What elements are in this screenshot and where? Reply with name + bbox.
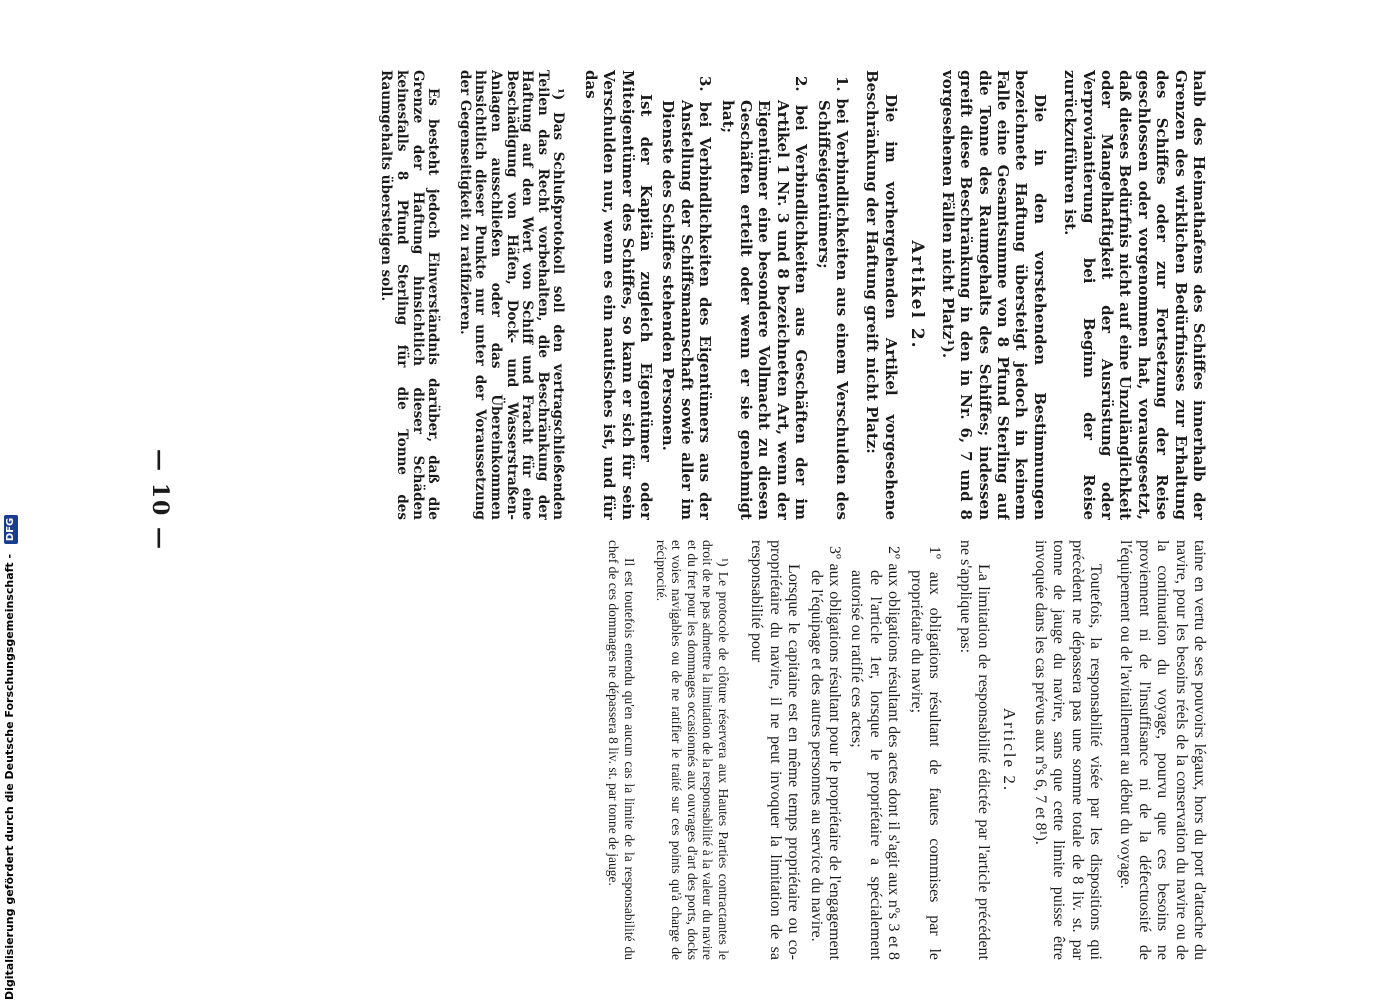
german-list-item-1: 1. bei Verbindlichkeiten aus einem Verschulden des Schiffseigentümers; [814, 76, 852, 520]
french-paragraph-3: La limitation de responsabilité édictée par l'article précédent ne s'applique pas: [956, 540, 992, 960]
german-paragraph-1: halb des Heimathafens des Schiffes innerhalb der Grenzen des wirklichen Bedürfnisses zur Erhaltung des Schiffes oder zur Fortsetzung der Reise geschlossen oder vorgenommen hat, vorausgesetzt, daß dieses Bedürfnis nicht auf eine Unzulänglichkeit oder Mangelhaftigkeit der Ausrüstung oder Verproviantierung bei Beginn der Reise zurückzuführen ist. [1061, 70, 1208, 520]
german-footnote-2: Es besteht jedoch Einverständnis darüber, daß die Grenze der Haftung hinsichtlich dieser Schäden keinesfalls 8 Pfund Sterling für die Tonne des Raumgehalts übersteigen soll. [378, 70, 442, 520]
french-paragraph-1: taine en vertu de ses pouvoirs légaux, hors du port d'attache du navire, pour les besoins réels de la conservation du navire ou de la continuation du voyage, pourvu que ces besoins ne proviennent ni de l'insuffisance ni de la défectuosité de l'équipement ou de l'avitaillement au début du voyage. [1117, 540, 1208, 960]
french-article-heading: Article 2. [1000, 707, 1020, 793]
french-list-item-3: 3º aux obligations résultant pour le propriétaire de l'engagement de l'équipage et des autres personnes au service du navire. [807, 546, 844, 960]
french-column [158, 540, 1208, 960]
german-paragraph-2: Die in den vorstehenden Bestimmungen bezeichnete Haftung übersteigt jedoch in keinem Falle eine Gesamtsumme von 8 Pfund Sterling auf die Tonne des Raumgehalts des Schiffes; indessen greift diese Beschränkung in den in Nr. 6, 7 und 8 vorgesehenen Fällen nicht Platz¹). [938, 70, 1049, 520]
german-list-item-2: 2. bei Verbindlichkeiten aus Geschäften der im Artikel 1 Nr. 3 und 8 bezeichneten Art, wenn der Eigentümer eine besondere Vollmacht zu diesen Geschäften erteilt oder wenn er sie genehmigt hat; [718, 76, 811, 520]
german-footnote-1: ¹) Das Schlußprotokoll soll den vertragschließenden Teilen das Recht vorbehalten, die Beschränkung der Haftung auf den Wert von Schiff und Fracht für eine Beschädigung von Häfen, Dock- und Wasserstraßen-Anlagen ausschließen oder das Übereinkommen hinsichtlich dieser Punkte nur unter der Voraussetzung der Gegenseitigkeit zu ratifizieren. [456, 70, 567, 520]
french-list-item-2: 2º aux obligations résultant des actes dont il s'agit aux nºs 3 et 8 de l'article 1er, lorsque le propriétaire a spécialement autorisé ou ratifié ces actes; [848, 546, 903, 960]
french-footnote-1: ¹) Le protocole de clôture réservera aux Hautes Parties contractantes le droit de ne pas admettre la limitation de la responsabilité à la valeur du navire et du fret pour les dommages occasionnés aux ouvrages d'art des ports, docks et voies navigables ou de ne ratifier le traité sur ces points qu'à charge de réciprocité. [653, 540, 732, 960]
page-number: — 10 — [147, 449, 173, 551]
german-paragraph-3: Die im vorhergehenden Artikel vorgesehene Beschränkung der Haftung greift nicht Platz: [863, 70, 900, 520]
german-paragraph-4: Ist der Kapitän zugleich Eigentümer oder Miteigentümer des Schiffes, so kann er sich für sein Verschulden nur, wenn es ein nautisches ist, und für das [581, 70, 656, 520]
german-column [158, 70, 1208, 520]
german-list-item-3: 3. bei Verbindlichkeiten des Eigentümers aus der Anstellung der Schiffsmannschaft sowie aller im Dienste des Schiffes stehenden Personen. [659, 76, 715, 520]
french-list-item-1: 1º aux obligations résultant de fautes commises par le propriétaire du navire; [907, 546, 944, 960]
french-paragraph-4: Lorsque le capitaine est en même temps propriétaire ou co-propriétaire du navire, il ne peut invoquer la limitation de sa responsabilité pour [748, 540, 803, 960]
german-article-heading: Artikel 2. [907, 240, 928, 350]
french-paragraph-2: Toutefois, la responsabilité visée par les dispositions qui précèdent ne dépassera pas une somme totale de 8 liv. st. par tonne de jauge du navire, sans que cette limite puisse être invoquée dans les cas prévus aux nºs 6, 7 et 8¹). [1031, 540, 1104, 960]
french-footnote-2: Il est toutefois entendu qu'en aucun cas la limite de la responsabilité du chef de ces dommages ne dépassera 8 liv. st. par tonne de jauge. [606, 540, 638, 960]
dfg-logo: DFG [4, 515, 18, 544]
credit-text: Digitalisierung gefördert durch die Deutsche Forschungsgemeinschaft - [3, 553, 16, 1000]
